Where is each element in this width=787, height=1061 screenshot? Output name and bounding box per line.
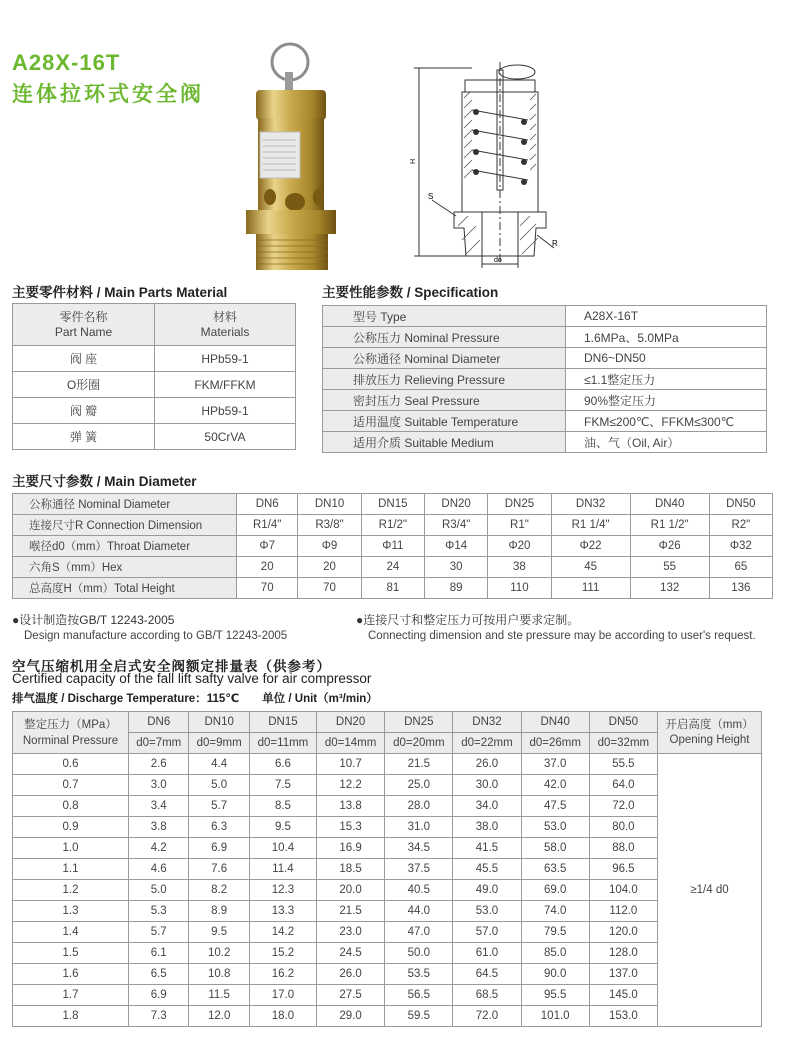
pressure-cell: 0.7	[13, 775, 129, 796]
diameter-cell: R3/8"	[298, 515, 361, 536]
table-row	[13, 817, 762, 838]
capacity-cell: 41.5	[453, 838, 521, 859]
capacity-cell: 30.0	[453, 775, 521, 796]
diameter-cell: DN20	[424, 494, 487, 515]
capacity-cell: 31.0	[385, 817, 453, 838]
diameter-cell: 55	[630, 557, 709, 578]
capacity-cell: 47.5	[521, 796, 589, 817]
pressure-cell: 1.8	[13, 1006, 129, 1027]
capacity-cell: 80.0	[589, 817, 657, 838]
capacity-subtitle: 排气温度 / Discharge Temperature：115℃ 单位 / Unit（m³/min）	[12, 693, 378, 705]
capacity-cell: 8.9	[189, 901, 249, 922]
capacity-cell: 12.2	[317, 775, 385, 796]
capacity-cell: 50.0	[385, 943, 453, 964]
note-standard	[12, 612, 287, 644]
d0-header: d0=32mm	[589, 733, 657, 754]
pressure-cell: 1.5	[13, 943, 129, 964]
diameter-row-label: 喉径d0（mm）Throat Diameter	[13, 536, 237, 557]
capacity-cell: 72.0	[589, 796, 657, 817]
diameter-cell: 110	[488, 578, 551, 599]
table-row	[13, 943, 762, 964]
capacity-cell: 11.4	[249, 859, 316, 880]
capacity-cell: 26.0	[317, 964, 385, 985]
spec-key: 适用温度 Suitable Temperature	[323, 411, 566, 432]
diameter-cell: 65	[709, 557, 772, 578]
capacity-table	[12, 711, 762, 1027]
capacity-cell: 59.5	[385, 1006, 453, 1027]
capacity-cell: 34.5	[385, 838, 453, 859]
capacity-cell: 96.5	[589, 859, 657, 880]
opening-height-value: ≥1/4 d0	[658, 754, 762, 1027]
diameter-cell: 111	[551, 578, 630, 599]
spec-key: 密封压力 Seal Pressure	[323, 390, 566, 411]
parts-table	[12, 303, 296, 450]
note-cn: ●设计制造按GB/T 12243-2005	[12, 613, 175, 627]
capacity-cell: 23.0	[317, 922, 385, 943]
capacity-cell: 42.0	[521, 775, 589, 796]
table-row	[13, 578, 773, 599]
spec-value: 油、气（Oil, Air）	[566, 432, 767, 453]
spec-value: DN6~DN50	[566, 348, 767, 369]
spec-title: 主要性能参数 / Specification	[322, 285, 499, 300]
capacity-cell: 7.6	[189, 859, 249, 880]
valve-photo	[240, 42, 340, 270]
diameter-cell: R2"	[709, 515, 772, 536]
capacity-cell: 24.5	[317, 943, 385, 964]
capacity-cell: 6.1	[129, 943, 189, 964]
table-row	[13, 838, 762, 859]
diameter-cell: 70	[298, 578, 361, 599]
capacity-cell: 25.0	[385, 775, 453, 796]
label-h: H	[410, 158, 417, 164]
diameter-cell: 24	[361, 557, 424, 578]
label-r: R	[552, 239, 558, 248]
pressure-cell: 1.6	[13, 964, 129, 985]
parts-header-row	[13, 304, 296, 346]
capacity-cell: 63.5	[521, 859, 589, 880]
diameter-cell: 70	[237, 578, 298, 599]
capacity-cell: 16.2	[249, 964, 316, 985]
spec-key: 公称压力 Nominal Pressure	[323, 327, 566, 348]
diameter-row-label: 六角S（mm）Hex	[13, 557, 237, 578]
capacity-cell: 6.9	[189, 838, 249, 859]
part-name: O形圈	[13, 372, 155, 398]
cross-section-drawing	[402, 50, 577, 270]
table-row	[13, 515, 773, 536]
diameter-cell: R1/2"	[361, 515, 424, 536]
capacity-cell: 104.0	[589, 880, 657, 901]
capacity-cell: 101.0	[521, 1006, 589, 1027]
table-row	[323, 348, 767, 369]
table-row	[323, 411, 767, 432]
diameter-table	[12, 493, 773, 599]
note-custom	[356, 612, 756, 644]
capacity-cell: 7.3	[129, 1006, 189, 1027]
diameter-cell: Φ32	[709, 536, 772, 557]
capacity-cell: 20.0	[317, 880, 385, 901]
diameter-cell: DN32	[551, 494, 630, 515]
d0-header: d0=9mm	[189, 733, 249, 754]
capacity-cell: 37.5	[385, 859, 453, 880]
capacity-cell: 10.4	[249, 838, 316, 859]
capacity-cell: 18.0	[249, 1006, 316, 1027]
capacity-cell: 45.5	[453, 859, 521, 880]
diameter-cell: R1/4"	[237, 515, 298, 536]
capacity-cell: 27.5	[317, 985, 385, 1006]
dn-header: DN20	[317, 712, 385, 733]
capacity-cell: 3.4	[129, 796, 189, 817]
capacity-cell: 85.0	[521, 943, 589, 964]
table-row	[13, 372, 296, 398]
capacity-cell: 2.6	[129, 754, 189, 775]
d0-header: d0=26mm	[521, 733, 589, 754]
capacity-cell: 14.2	[249, 922, 316, 943]
capacity-cell: 4.4	[189, 754, 249, 775]
diameter-row-label: 总高度H（mm）Total Height	[13, 578, 237, 599]
capacity-cell: 53.5	[385, 964, 453, 985]
capacity-cell: 6.5	[129, 964, 189, 985]
diameter-cell: Φ26	[630, 536, 709, 557]
dn-header: DN25	[385, 712, 453, 733]
capacity-cell: 10.2	[189, 943, 249, 964]
capacity-cell: 21.5	[385, 754, 453, 775]
table-row	[323, 369, 767, 390]
diameter-cell: Φ20	[488, 536, 551, 557]
pressure-cell: 0.8	[13, 796, 129, 817]
parts-header-material: 材料 Materials	[155, 304, 296, 346]
table-row	[13, 901, 762, 922]
capacity-cell: 13.8	[317, 796, 385, 817]
table-row	[13, 754, 762, 775]
diameter-row-label: 连接尺寸R Connection Dimension	[13, 515, 237, 536]
note-en: Design manufacture according to GB/T 12243-2005	[24, 630, 288, 642]
capacity-cell: 145.0	[589, 985, 657, 1006]
diameter-cell: DN10	[298, 494, 361, 515]
table-row	[13, 859, 762, 880]
pressure-cell: 1.7	[13, 985, 129, 1006]
dn-header: DN40	[521, 712, 589, 733]
dn-header: DN10	[189, 712, 249, 733]
capacity-cell: 34.0	[453, 796, 521, 817]
spec-value: A28X-16T	[566, 306, 767, 327]
capacity-cell: 38.0	[453, 817, 521, 838]
product-model: A28X-16T	[12, 50, 121, 75]
capacity-cell: 57.0	[453, 922, 521, 943]
capacity-cell: 10.8	[189, 964, 249, 985]
capacity-cell: 21.5	[317, 901, 385, 922]
capacity-cell: 53.0	[453, 901, 521, 922]
note-cn: ●连接尺寸和整定压力可按用户要求定制。	[356, 613, 580, 627]
d0-header: d0=20mm	[385, 733, 453, 754]
diameter-cell: 20	[298, 557, 361, 578]
diameter-title: 主要尺寸参数 / Main Diameter	[12, 474, 197, 489]
capacity-cell: 12.0	[189, 1006, 249, 1027]
capacity-cell: 4.2	[129, 838, 189, 859]
capacity-cell: 37.0	[521, 754, 589, 775]
table-row	[13, 346, 296, 372]
capacity-header-row	[13, 712, 762, 733]
capacity-cell: 29.0	[317, 1006, 385, 1027]
note-en: Connecting dimension and ste pressure may be according to user's request.	[368, 630, 756, 642]
capacity-cell: 11.5	[189, 985, 249, 1006]
capacity-cell: 68.5	[453, 985, 521, 1006]
dn-header: DN50	[589, 712, 657, 733]
table-row	[13, 494, 773, 515]
capacity-cell: 5.7	[129, 922, 189, 943]
parts-header-name: 零件名称 Part Name	[13, 304, 155, 346]
table-row	[323, 306, 767, 327]
dn-header: DN6	[129, 712, 189, 733]
diameter-cell: Φ14	[424, 536, 487, 557]
diameter-cell: R3/4"	[424, 515, 487, 536]
diameter-cell: 20	[237, 557, 298, 578]
capacity-cell: 95.5	[521, 985, 589, 1006]
capacity-cell: 28.0	[385, 796, 453, 817]
capacity-cell: 10.7	[317, 754, 385, 775]
capacity-cell: 9.5	[249, 817, 316, 838]
capacity-cell: 56.5	[385, 985, 453, 1006]
capacity-cell: 6.3	[189, 817, 249, 838]
pressure-cell: 0.6	[13, 754, 129, 775]
capacity-cell: 15.3	[317, 817, 385, 838]
capacity-cell: 17.0	[249, 985, 316, 1006]
valve-cap	[256, 90, 326, 120]
table-row	[13, 985, 762, 1006]
table-row	[13, 1006, 762, 1027]
part-material: HPb59-1	[155, 398, 296, 424]
pressure-cell: 1.2	[13, 880, 129, 901]
pressure-cell: 1.0	[13, 838, 129, 859]
diameter-cell: 30	[424, 557, 487, 578]
pressure-cell: 1.1	[13, 859, 129, 880]
pressure-cell: 1.4	[13, 922, 129, 943]
product-name: 连体拉环式安全阀	[12, 83, 204, 106]
capacity-cell: 88.0	[589, 838, 657, 859]
capacity-cell: 112.0	[589, 901, 657, 922]
diameter-cell: 81	[361, 578, 424, 599]
capacity-cell: 6.6	[249, 754, 316, 775]
capacity-cell: 8.5	[249, 796, 316, 817]
capacity-cell: 4.6	[129, 859, 189, 880]
capacity-cell: 61.0	[453, 943, 521, 964]
diameter-cell: DN6	[237, 494, 298, 515]
capacity-cell: 5.0	[129, 880, 189, 901]
valve-label	[260, 132, 300, 178]
diameter-cell: DN50	[709, 494, 772, 515]
capacity-cell: 12.3	[249, 880, 316, 901]
table-row	[13, 557, 773, 578]
valve-hex	[246, 210, 336, 234]
table-row	[323, 327, 767, 348]
capacity-cell: 53.0	[521, 817, 589, 838]
spec-key: 型号 Type	[323, 306, 566, 327]
part-name: 阀 座	[13, 346, 155, 372]
capacity-cell: 58.0	[521, 838, 589, 859]
spec-value: FKM≤200℃、FFKM≤300℃	[566, 411, 767, 432]
capacity-cell: 120.0	[589, 922, 657, 943]
capacity-cell: 5.0	[189, 775, 249, 796]
table-row	[323, 390, 767, 411]
capacity-cell: 16.9	[317, 838, 385, 859]
capacity-cell: 49.0	[453, 880, 521, 901]
diameter-cell: Φ9	[298, 536, 361, 557]
table-row	[13, 536, 773, 557]
capacity-cell: 13.3	[249, 901, 316, 922]
part-name: 阀 瓣	[13, 398, 155, 424]
diameter-cell: Φ7	[237, 536, 298, 557]
diameter-cell: Φ11	[361, 536, 424, 557]
capacity-cell: 18.5	[317, 859, 385, 880]
opening-height-header: 开启高度（mm） Opening Height	[658, 712, 762, 754]
part-material: FKM/FFKM	[155, 372, 296, 398]
capacity-cell: 7.5	[249, 775, 316, 796]
capacity-cell: 72.0	[453, 1006, 521, 1027]
table-row	[13, 796, 762, 817]
capacity-cell: 90.0	[521, 964, 589, 985]
capacity-cell: 40.5	[385, 880, 453, 901]
diameter-cell: 45	[551, 557, 630, 578]
dn-header: DN32	[453, 712, 521, 733]
capacity-cell: 55.5	[589, 754, 657, 775]
capacity-cell: 69.0	[521, 880, 589, 901]
capacity-cell: 3.0	[129, 775, 189, 796]
table-row	[323, 432, 767, 453]
parts-title: 主要零件材料 / Main Parts Material	[12, 285, 228, 300]
pressure-cell: 1.3	[13, 901, 129, 922]
diameter-cell: R1 1/2"	[630, 515, 709, 536]
diameter-row-label: 公称通径 Nominal Diameter	[13, 494, 237, 515]
d0-header: d0=22mm	[453, 733, 521, 754]
part-material: HPb59-1	[155, 346, 296, 372]
capacity-cell: 15.2	[249, 943, 316, 964]
capacity-cell: 137.0	[589, 964, 657, 985]
label-s: S	[428, 192, 434, 201]
diameter-cell: R1 1/4"	[551, 515, 630, 536]
table-row	[13, 880, 762, 901]
spec-value: ≤1.1整定压力	[566, 369, 767, 390]
capacity-cell: 64.0	[589, 775, 657, 796]
part-name: 弹 簧	[13, 424, 155, 450]
capacity-cell: 8.2	[189, 880, 249, 901]
capacity-cell: 5.7	[189, 796, 249, 817]
spec-key: 适用介质 Suitable Medium	[323, 432, 566, 453]
dn-header: DN15	[249, 712, 316, 733]
capacity-cell: 128.0	[589, 943, 657, 964]
capacity-cell: 26.0	[453, 754, 521, 775]
table-row	[13, 424, 296, 450]
d0-header: d0=11mm	[249, 733, 316, 754]
table-row	[13, 398, 296, 424]
d0-header: d0=14mm	[317, 733, 385, 754]
pressure-header: 整定压力（MPa） Norminal Pressure	[13, 712, 129, 754]
diameter-cell: 132	[630, 578, 709, 599]
spec-key: 公称通径 Nominal Diameter	[323, 348, 566, 369]
capacity-cell: 44.0	[385, 901, 453, 922]
diameter-cell: DN25	[488, 494, 551, 515]
table-row	[13, 775, 762, 796]
diameter-cell: DN40	[630, 494, 709, 515]
capacity-cell: 153.0	[589, 1006, 657, 1027]
spec-value: 1.6MPa、5.0MPa	[566, 327, 767, 348]
diameter-cell: DN15	[361, 494, 424, 515]
capacity-cell: 3.8	[129, 817, 189, 838]
diameter-cell: R1"	[488, 515, 551, 536]
capacity-cell: 74.0	[521, 901, 589, 922]
capacity-cell: 9.5	[189, 922, 249, 943]
diameter-cell: Φ22	[551, 536, 630, 557]
diameter-cell: 89	[424, 578, 487, 599]
capacity-cell: 79.5	[521, 922, 589, 943]
table-row	[13, 964, 762, 985]
capacity-cell: 64.5	[453, 964, 521, 985]
d0-header: d0=7mm	[129, 733, 189, 754]
table-row	[13, 922, 762, 943]
capacity-cell: 6.9	[129, 985, 189, 1006]
spec-value: 90%整定压力	[566, 390, 767, 411]
spec-key: 排放压力 Relieving Pressure	[323, 369, 566, 390]
label-do: do	[494, 257, 502, 264]
diameter-cell: 38	[488, 557, 551, 578]
spec-table	[322, 305, 767, 453]
capacity-title-cn: 空气压缩机用全启式安全阀额定排量表（供参考）	[12, 659, 331, 674]
capacity-title-en: Certified capacity of the fall lift safty valve for air compressor	[12, 671, 372, 686]
capacity-cell: 47.0	[385, 922, 453, 943]
part-material: 50CrVA	[155, 424, 296, 450]
pressure-cell: 0.9	[13, 817, 129, 838]
diameter-cell: 136	[709, 578, 772, 599]
capacity-cell: 5.3	[129, 901, 189, 922]
